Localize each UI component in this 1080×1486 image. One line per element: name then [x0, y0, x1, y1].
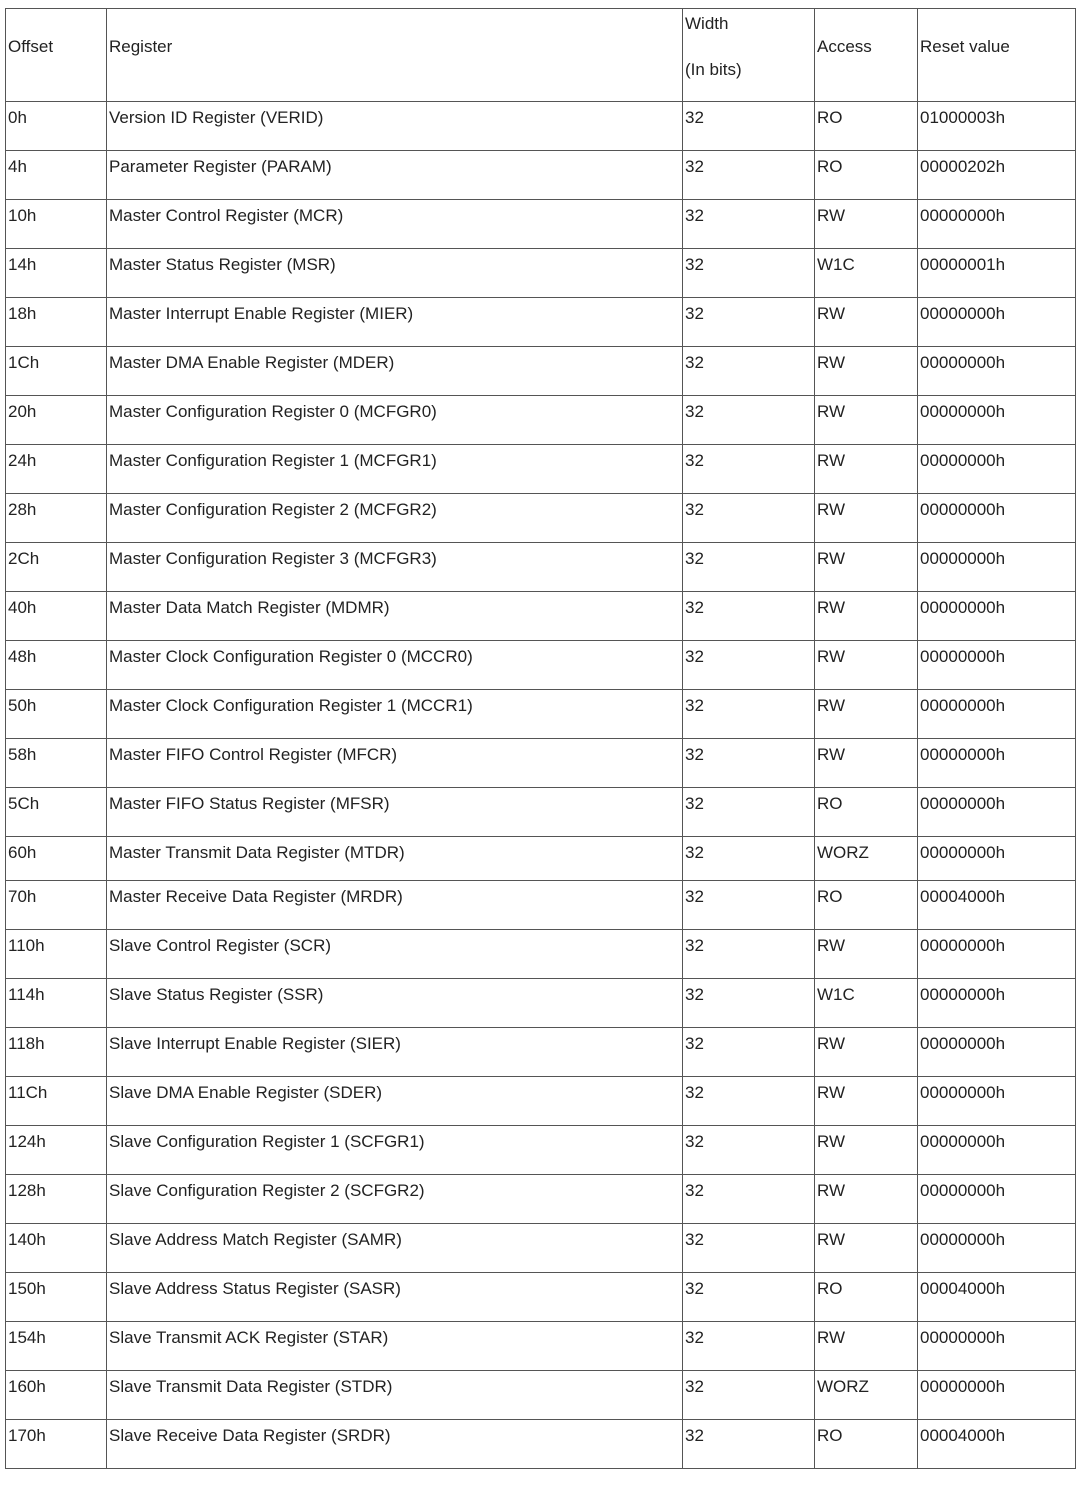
cell-offset: 0h — [6, 102, 107, 151]
cell-register: Master FIFO Status Register (MFSR) — [107, 788, 683, 837]
cell-width: 32 — [683, 788, 815, 837]
cell-access: WORZ — [815, 837, 918, 881]
cell-register: Slave Interrupt Enable Register (SIER) — [107, 1028, 683, 1077]
cell-offset: 118h — [6, 1028, 107, 1077]
cell-register: Master DMA Enable Register (MDER) — [107, 347, 683, 396]
cell-width: 32 — [683, 249, 815, 298]
cell-register: Slave Transmit Data Register (STDR) — [107, 1371, 683, 1420]
cell-register: Slave Control Register (SCR) — [107, 930, 683, 979]
cell-access: RW — [815, 1322, 918, 1371]
cell-access: RW — [815, 930, 918, 979]
cell-access: RO — [815, 881, 918, 930]
header-offset: Offset — [6, 9, 107, 102]
table-row — [6, 641, 1076, 690]
cell-register: Master FIFO Control Register (MFCR) — [107, 739, 683, 788]
cell-offset: 70h — [6, 881, 107, 930]
cell-reset-value: 00000000h — [918, 1371, 1076, 1420]
cell-offset: 40h — [6, 592, 107, 641]
cell-access: RW — [815, 641, 918, 690]
table-row — [6, 739, 1076, 788]
cell-width: 32 — [683, 1273, 815, 1322]
header-width — [683, 9, 815, 102]
cell-width: 32 — [683, 1126, 815, 1175]
table-row — [6, 543, 1076, 592]
cell-access: RO — [815, 102, 918, 151]
cell-width: 32 — [683, 1322, 815, 1371]
table-body — [6, 102, 1076, 1469]
cell-width: 32 — [683, 1028, 815, 1077]
cell-access: W1C — [815, 979, 918, 1028]
cell-width: 32 — [683, 543, 815, 592]
table-row — [6, 445, 1076, 494]
cell-offset: 150h — [6, 1273, 107, 1322]
cell-reset-value: 00000000h — [918, 739, 1076, 788]
cell-width: 32 — [683, 592, 815, 641]
table-row — [6, 347, 1076, 396]
table-row — [6, 930, 1076, 979]
cell-offset: 50h — [6, 690, 107, 739]
table-row — [6, 690, 1076, 739]
cell-reset-value: 00000000h — [918, 837, 1076, 881]
cell-width: 32 — [683, 200, 815, 249]
table-row — [6, 396, 1076, 445]
cell-offset: 110h — [6, 930, 107, 979]
cell-register: Parameter Register (PARAM) — [107, 151, 683, 200]
cell-access: RW — [815, 1224, 918, 1273]
cell-register: Slave Receive Data Register (SRDR) — [107, 1420, 683, 1469]
cell-offset: 114h — [6, 979, 107, 1028]
cell-register: Master Configuration Register 2 (MCFGR2) — [107, 494, 683, 543]
cell-register: Slave Address Match Register (SAMR) — [107, 1224, 683, 1273]
cell-register: Slave Transmit ACK Register (STAR) — [107, 1322, 683, 1371]
header-width-line1: Width — [685, 14, 729, 33]
cell-access: RO — [815, 1273, 918, 1322]
cell-width: 32 — [683, 347, 815, 396]
cell-offset: 20h — [6, 396, 107, 445]
cell-access: RW — [815, 396, 918, 445]
cell-width: 32 — [683, 102, 815, 151]
cell-access: RW — [815, 1028, 918, 1077]
table-row — [6, 837, 1076, 881]
cell-offset: 170h — [6, 1420, 107, 1469]
cell-register: Slave DMA Enable Register (SDER) — [107, 1077, 683, 1126]
cell-offset: 128h — [6, 1175, 107, 1224]
cell-reset-value: 01000003h — [918, 102, 1076, 151]
cell-reset-value: 00000000h — [918, 1224, 1076, 1273]
table-row — [6, 200, 1076, 249]
cell-reset-value: 00000000h — [918, 930, 1076, 979]
cell-register: Slave Address Status Register (SASR) — [107, 1273, 683, 1322]
table-row — [6, 1175, 1076, 1224]
cell-reset-value: 00000000h — [918, 347, 1076, 396]
cell-width: 32 — [683, 445, 815, 494]
cell-width: 32 — [683, 1175, 815, 1224]
cell-offset: 140h — [6, 1224, 107, 1273]
cell-width: 32 — [683, 930, 815, 979]
cell-reset-value: 00004000h — [918, 881, 1076, 930]
table-row — [6, 1126, 1076, 1175]
cell-reset-value: 00000000h — [918, 979, 1076, 1028]
cell-register: Master Data Match Register (MDMR) — [107, 592, 683, 641]
cell-width: 32 — [683, 1371, 815, 1420]
table-row — [6, 979, 1076, 1028]
cell-width: 32 — [683, 690, 815, 739]
cell-reset-value: 00004000h — [918, 1420, 1076, 1469]
header-reset-value: Reset value — [918, 9, 1076, 102]
cell-width: 32 — [683, 979, 815, 1028]
cell-offset: 28h — [6, 494, 107, 543]
cell-offset: 14h — [6, 249, 107, 298]
table-row — [6, 151, 1076, 200]
table-row — [6, 1420, 1076, 1469]
table-row — [6, 494, 1076, 543]
cell-access: RW — [815, 200, 918, 249]
cell-access: RW — [815, 494, 918, 543]
cell-reset-value: 00000000h — [918, 1175, 1076, 1224]
table-row — [6, 1077, 1076, 1126]
cell-reset-value: 00000000h — [918, 690, 1076, 739]
cell-reset-value: 00000000h — [918, 298, 1076, 347]
header-row — [6, 9, 1076, 102]
cell-reset-value: 00000000h — [918, 1126, 1076, 1175]
cell-offset: 160h — [6, 1371, 107, 1420]
cell-access: RO — [815, 1420, 918, 1469]
cell-width: 32 — [683, 1420, 815, 1469]
cell-register: Master Clock Configuration Register 1 (MCCR1) — [107, 690, 683, 739]
cell-reset-value: 00000000h — [918, 641, 1076, 690]
cell-offset: 48h — [6, 641, 107, 690]
cell-reset-value: 00000000h — [918, 1322, 1076, 1371]
cell-offset: 5Ch — [6, 788, 107, 837]
cell-width: 32 — [683, 494, 815, 543]
cell-offset: 58h — [6, 739, 107, 788]
cell-width: 32 — [683, 881, 815, 930]
cell-access: RW — [815, 739, 918, 788]
table-row — [6, 1322, 1076, 1371]
cell-access: RW — [815, 1126, 918, 1175]
table-row — [6, 788, 1076, 837]
cell-access: WORZ — [815, 1371, 918, 1420]
cell-reset-value: 00000000h — [918, 396, 1076, 445]
cell-register: Version ID Register (VERID) — [107, 102, 683, 151]
cell-reset-value: 00000202h — [918, 151, 1076, 200]
cell-offset: 24h — [6, 445, 107, 494]
cell-offset: 2Ch — [6, 543, 107, 592]
cell-access: RW — [815, 1175, 918, 1224]
cell-register: Master Status Register (MSR) — [107, 249, 683, 298]
table-row — [6, 1028, 1076, 1077]
cell-access: RW — [815, 445, 918, 494]
cell-width: 32 — [683, 151, 815, 200]
table-row — [6, 592, 1076, 641]
cell-width: 32 — [683, 396, 815, 445]
table-row — [6, 249, 1076, 298]
register-map-table — [5, 8, 1076, 1469]
cell-reset-value: 00000000h — [918, 445, 1076, 494]
cell-register: Master Receive Data Register (MRDR) — [107, 881, 683, 930]
cell-offset: 154h — [6, 1322, 107, 1371]
table-row — [6, 881, 1076, 930]
cell-offset: 1Ch — [6, 347, 107, 396]
cell-access: RO — [815, 788, 918, 837]
cell-width: 32 — [683, 739, 815, 788]
cell-reset-value: 00000000h — [918, 543, 1076, 592]
cell-access: RW — [815, 347, 918, 396]
cell-reset-value: 00000000h — [918, 592, 1076, 641]
cell-reset-value: 00004000h — [918, 1273, 1076, 1322]
cell-offset: 11Ch — [6, 1077, 107, 1126]
cell-register: Slave Configuration Register 1 (SCFGR1) — [107, 1126, 683, 1175]
cell-register: Slave Configuration Register 2 (SCFGR2) — [107, 1175, 683, 1224]
cell-register: Master Configuration Register 3 (MCFGR3) — [107, 543, 683, 592]
header-width-line2: (In bits) — [685, 60, 742, 79]
cell-register: Master Configuration Register 0 (MCFGR0) — [107, 396, 683, 445]
table-row — [6, 102, 1076, 151]
cell-register: Master Clock Configuration Register 0 (MCCR0) — [107, 641, 683, 690]
cell-access: RW — [815, 298, 918, 347]
cell-offset: 124h — [6, 1126, 107, 1175]
cell-register: Master Control Register (MCR) — [107, 200, 683, 249]
cell-width: 32 — [683, 1224, 815, 1273]
cell-reset-value: 00000000h — [918, 494, 1076, 543]
cell-access: RW — [815, 690, 918, 739]
cell-width: 32 — [683, 641, 815, 690]
cell-access: RW — [815, 543, 918, 592]
cell-width: 32 — [683, 837, 815, 881]
cell-width: 32 — [683, 1077, 815, 1126]
table-row — [6, 1273, 1076, 1322]
cell-reset-value: 00000000h — [918, 788, 1076, 837]
table-row — [6, 298, 1076, 347]
cell-offset: 18h — [6, 298, 107, 347]
cell-register: Master Interrupt Enable Register (MIER) — [107, 298, 683, 347]
cell-access: RW — [815, 592, 918, 641]
cell-reset-value: 00000000h — [918, 1028, 1076, 1077]
cell-access: W1C — [815, 249, 918, 298]
header-access: Access — [815, 9, 918, 102]
table-row — [6, 1371, 1076, 1420]
cell-access: RW — [815, 1077, 918, 1126]
cell-offset: 10h — [6, 200, 107, 249]
header-register: Register — [107, 9, 683, 102]
cell-register: Slave Status Register (SSR) — [107, 979, 683, 1028]
table-row — [6, 1224, 1076, 1273]
cell-register: Master Transmit Data Register (MTDR) — [107, 837, 683, 881]
cell-reset-value: 00000001h — [918, 249, 1076, 298]
table-header — [6, 9, 1076, 102]
cell-width: 32 — [683, 298, 815, 347]
cell-reset-value: 00000000h — [918, 200, 1076, 249]
cell-access: RO — [815, 151, 918, 200]
cell-register: Master Configuration Register 1 (MCFGR1) — [107, 445, 683, 494]
cell-offset: 4h — [6, 151, 107, 200]
cell-reset-value: 00000000h — [918, 1077, 1076, 1126]
cell-offset: 60h — [6, 837, 107, 881]
